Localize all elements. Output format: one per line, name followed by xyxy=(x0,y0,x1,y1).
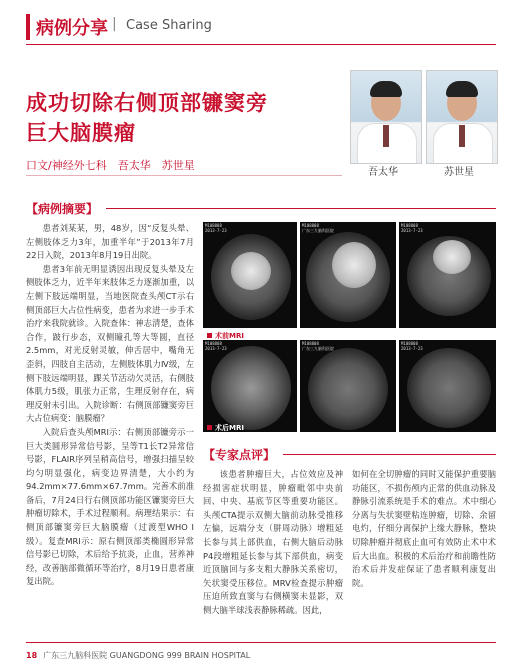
section-separator: | xyxy=(112,16,117,32)
abstract-body xyxy=(26,222,194,589)
journal-name: 广东三九脑科医院 GUANGDONG 999 BRAIN HOSPITAL xyxy=(43,651,251,660)
tumor-region xyxy=(231,252,271,290)
author-caption-1: 吾太华 xyxy=(368,167,398,178)
mri-preop-axial: M108808 广东三九脑科医院 xyxy=(300,222,396,328)
header-rule xyxy=(26,44,496,45)
section-title: 病例分享 xyxy=(36,18,108,39)
author-photo-1 xyxy=(350,70,422,164)
comment-column-1: 该患者肿瘤巨大，占位效应及神经损害症状明显，肿瘤毗邻中央前回、中央、基底节区等重要功能区。头颅CTA提示双侧大脑前动脉受推移左偏，远端分支（胼周动脉）增粗延长参与其上部供血，右侧大脑后动脉P4段增粗延长参与其下部供血，病变近顶脑回与多支粗大静脉关系密切，矢状窦受压移位。MRV检查提示肿瘤压迫所致直窦与右侧横窦未显影，双侧大脑半球浅表静脉稀疏。因此， xyxy=(203,469,343,615)
mri-preop-sagittal: M108808 2013-7-23 xyxy=(399,222,496,328)
tumor-region xyxy=(332,242,376,288)
footer xyxy=(26,650,250,661)
byline: 口文/神经外七科 吾太华 苏世星 xyxy=(26,159,195,172)
mri-preop-coronal: M108808 2013-7-23 xyxy=(203,222,297,328)
preop-caption: 术前MRI xyxy=(207,331,244,341)
author-caption-2: 苏世星 xyxy=(444,167,474,178)
comment-rule xyxy=(283,454,496,455)
page-number: 18 xyxy=(26,651,38,660)
section-title-en: Case Sharing xyxy=(126,18,212,33)
article-title-line1: 成功切除右侧顶部镰窦旁 xyxy=(26,91,268,115)
mri-postop-axial: M108808 2013-7-23 xyxy=(203,340,297,432)
article-title-line2: 巨大脑膜瘤 xyxy=(26,121,136,145)
article-title xyxy=(26,88,326,148)
mri-postop-sagittal: M108808 2013-7-23 xyxy=(399,340,496,432)
abstract-paragraph: 患者刘某某，男，48岁，因“反复头晕、左侧肢体乏力3年，加重半年”于2013年7月22日入院，2013年8月19日出院。 xyxy=(26,223,194,261)
abstract-paragraph: 入院后查头颅MRI示：右侧顶部镰旁示一巨大类圆形异常信号影，呈等T1长T2异常信号影，FLAIR序列呈稍高信号，增强扫描呈较均匀明显强化，病变边界清楚，大小约为94.2mm×77.6mm×67.7mm。完善术前准备后，7月24日行右侧顶部功能区镰窦旁巨大肿瘤切除术，手术过程顺利。病理结果示：右侧顶部镰窦旁巨大脑膜瘤（过渡型WHO I级）。复查MRI示：原右侧顶部类椭圆形异常信号影已切除，术后给予抗炎，止血，营养神经，改善脑部微循环等治疗，8月19日患者康复出院。 xyxy=(26,426,194,587)
section-marker xyxy=(26,14,30,40)
abstract-heading: 【病例摘要】 xyxy=(26,202,99,216)
tumor-region xyxy=(433,240,471,274)
comment-heading: 【专家点评】 xyxy=(203,448,276,462)
comment-column-2: 如何在全切肿瘤的同时又能保护重要脑功能区，不损伤颅内正常的供血动脉及静脉引流系统是手术的难点。术中细心分离与失状窦壁粘连肿瘤，切除、余留电灼，仔细分离保护上缘大静脉，整块切除肿瘤并彻底止血可有效防止术中术后大出血。积极的术后治疗和前瞻性防治术后并发症保证了患者顺利康复出院。 xyxy=(352,469,496,588)
abstract-rule xyxy=(106,208,496,209)
postop-caption: 术后MRI xyxy=(207,423,244,433)
byline-rule xyxy=(26,175,342,176)
footer-rule xyxy=(26,642,496,643)
abstract-paragraph: 患者3年前无明显诱因出现反复头晕及左侧肢体乏力，近半年来肢体乏力逐渐加重，以左侧下肢远端明显，当地医院查头颅CT示右侧顶部巨大占位性病变，患者为求进一步手术治疗来我院就诊。入院查体：神志清楚，查体合作，跛行步态，双侧瞳孔等大等圆，直径2.5mm，对光反射灵敏，伸舌居中，嘴角无歪斜，四肢自主活动，左侧肢体肌力Ⅳ级，左侧下肢远端明显，踝关节活动欠灵活，右侧肢体肌力5级，肌张力正常，生理反射存在，病理反射未引出。入院诊断：右侧顶部镰窦旁巨大占位病变：脑膜瘤？ xyxy=(26,263,194,424)
author-photo-2 xyxy=(426,70,498,164)
mri-postop-coronal: M108808 广东三九脑科医院 xyxy=(300,340,396,432)
